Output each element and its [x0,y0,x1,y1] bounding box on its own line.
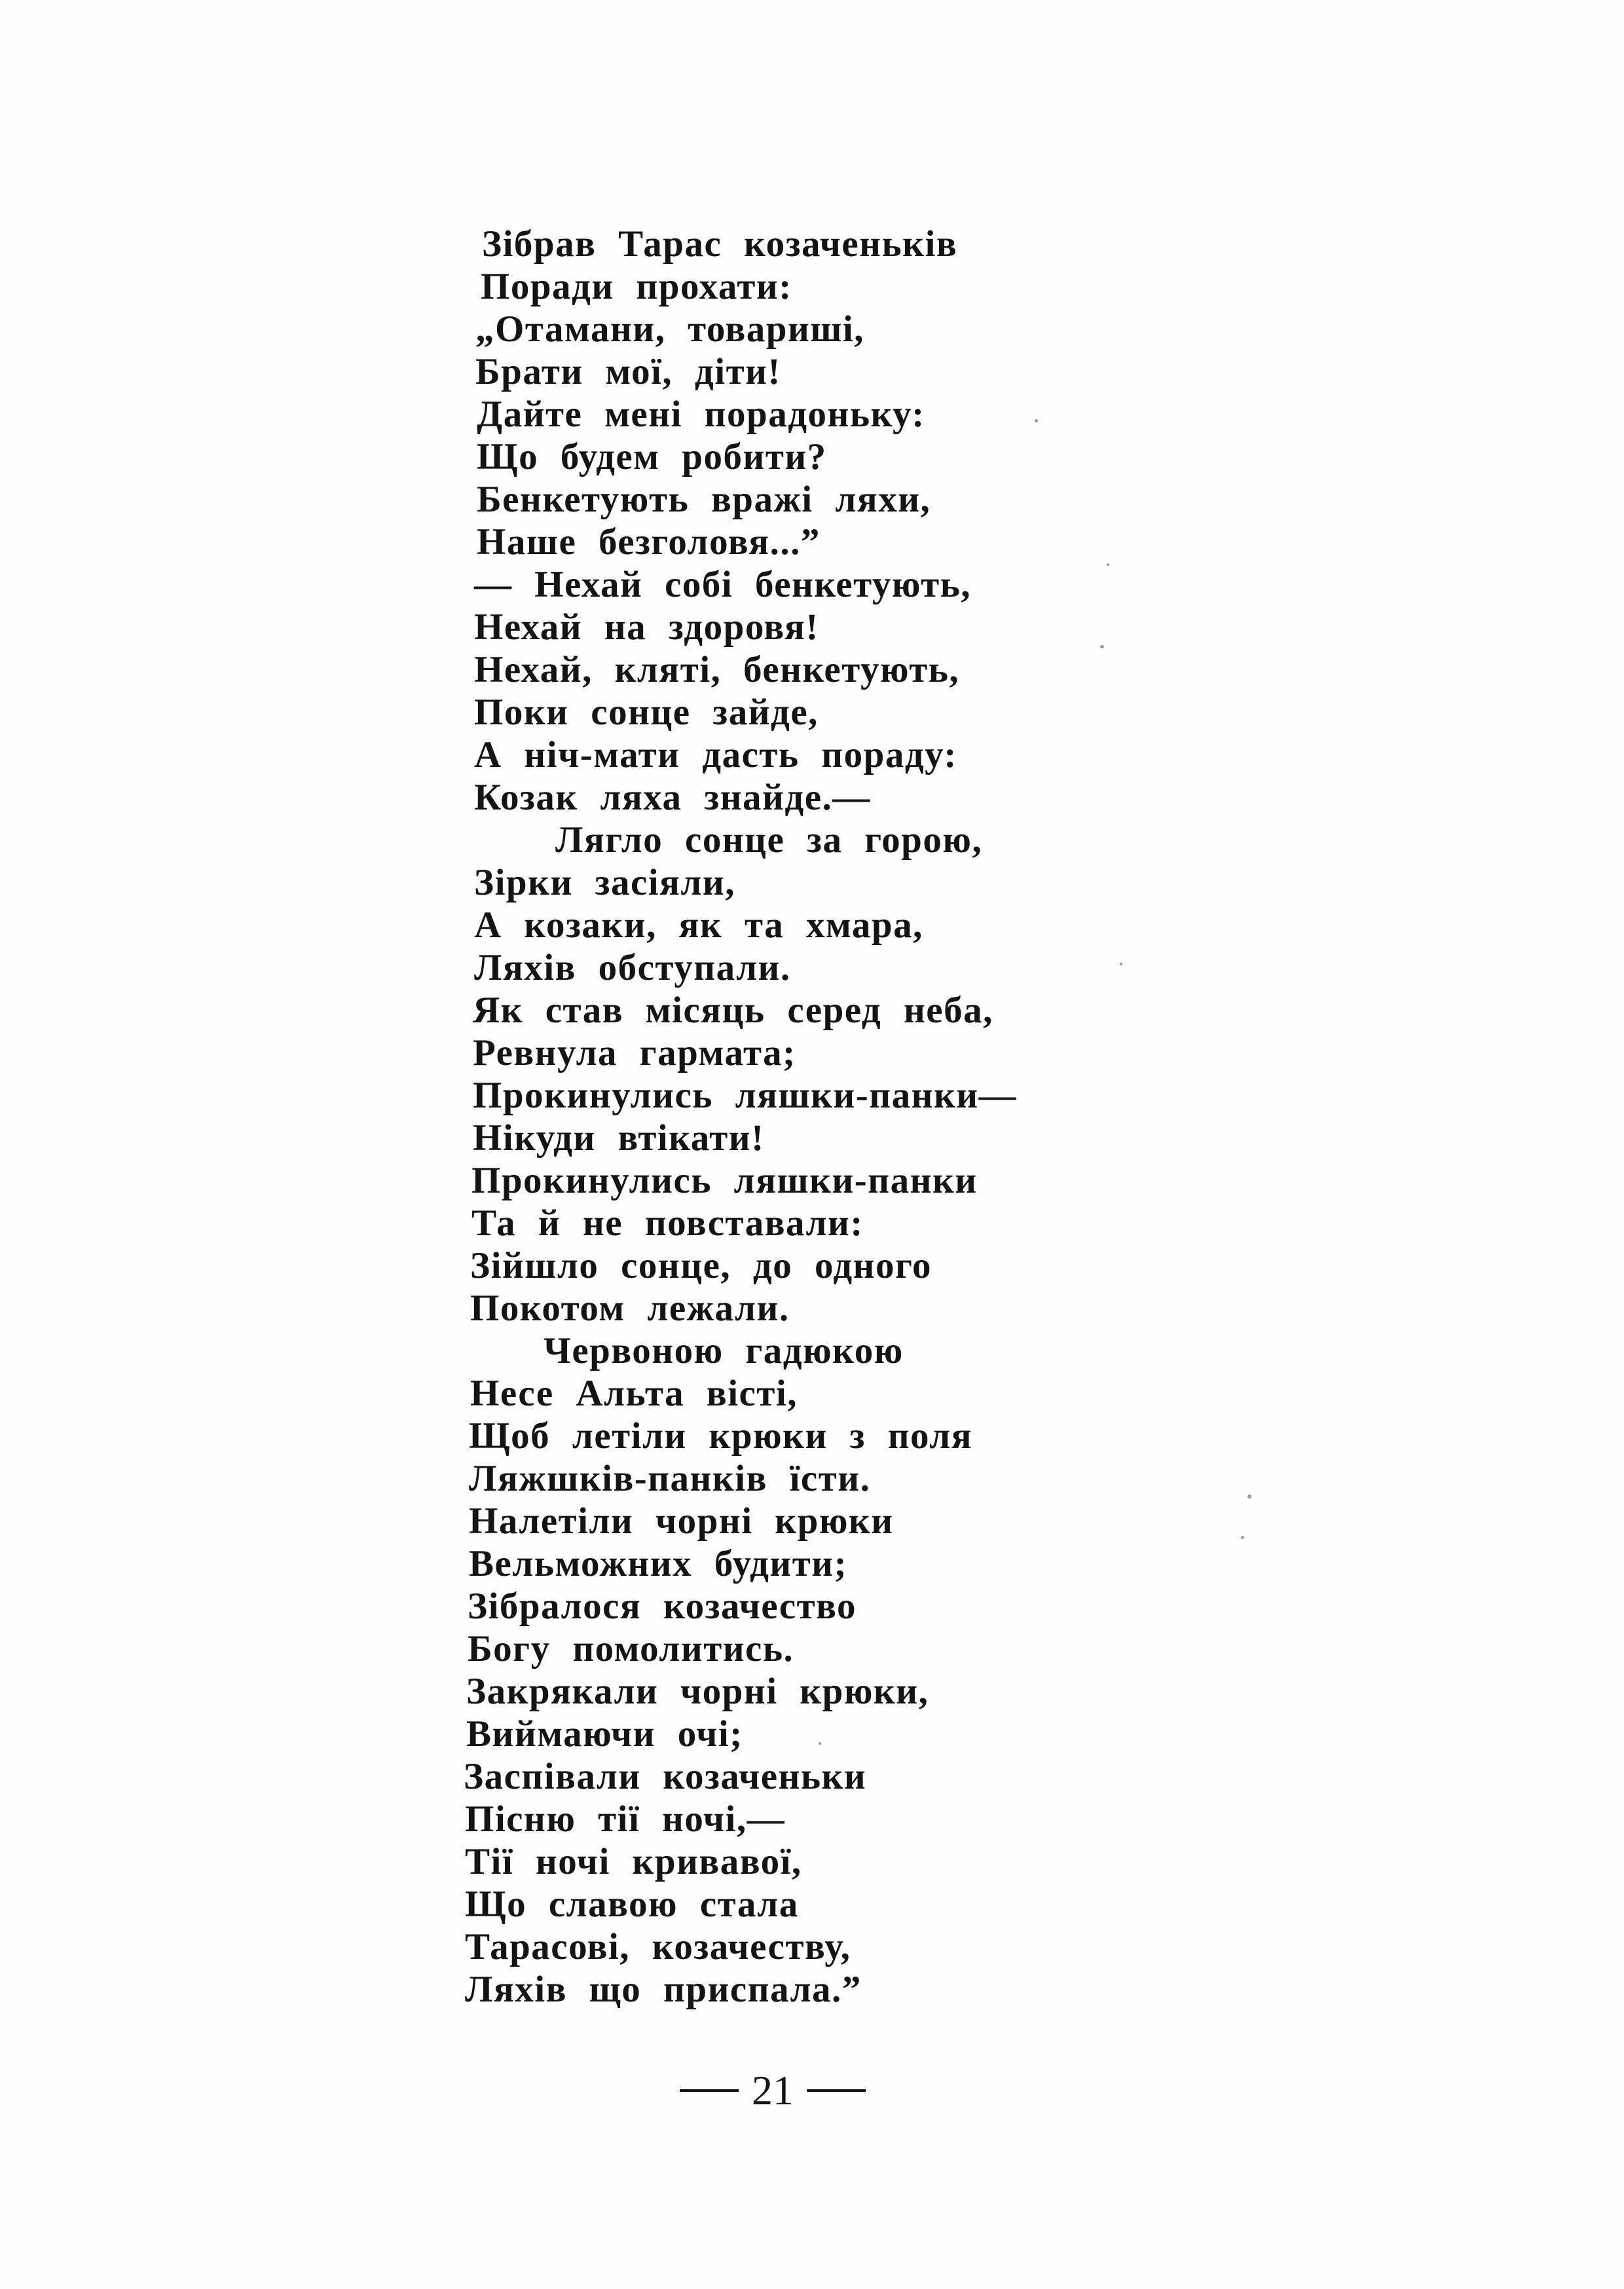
scan-speck [1107,563,1109,566]
poem-line: Що славою стала [465,1884,799,1925]
poem-line: Що будем робити? [477,436,827,477]
poem-line: Богу помолитись. [468,1628,794,1669]
poem-line: Нехай на здоровя! [474,606,819,648]
page-number [655,2063,891,2114]
poem-line: Поради прохати: [481,266,792,307]
poem-line: Брати мої, діти! [475,351,781,392]
poem-line: Зібралося козачество [468,1586,857,1627]
poem-line: Покотом лежали. [470,1288,790,1329]
poem-line: Тії ночі кривавої, [465,1841,802,1882]
poem-line: Тарасові, козачеству, [465,1926,851,1967]
scan-speck [819,1742,821,1745]
poem-line: А козаки, як та хмара, [474,904,923,946]
poem-line: Налетіли чорні крюки [469,1500,894,1542]
poem-line: Ляхів обступали. [474,947,791,988]
poem-line: Закрякали чорні крюки, [466,1671,929,1712]
scan-speck [1247,1495,1251,1498]
poem-line: Зірки засіяли, [474,862,736,903]
poem-line: Червоною гадюкою [544,1330,904,1371]
scan-speck [1120,963,1122,965]
poem-line: Виймаючи очі; [466,1713,743,1755]
poem-line: Прокинулись ляшки-панки [471,1160,978,1201]
poem-line: „Отамани, товариші, [475,308,865,350]
poem-line: Прокинулись ляшки-панки— [473,1075,1018,1116]
poem-line: Ревнула гармата; [473,1032,796,1073]
poem-line: Нехай, кляті, бенкетують, [474,649,960,690]
poem-line: — Нехай собі бенкетують, [474,564,972,605]
page-number-dash-left [680,2089,739,2092]
poem-line: Козак ляха знайде.— [474,777,871,818]
poem-line: Пісню тії ночі,— [465,1798,786,1840]
poem-line: Ляхів що приспала.” [465,1969,862,2010]
poem-line: Поки сонце зайде, [474,692,819,733]
poem-line: Заспівали козаченьки [464,1756,867,1797]
page-number-value: 21 [752,2067,794,2114]
poem-line: Нікуди втікати! [473,1117,765,1159]
scan-speck [1100,645,1104,648]
poem-line: Лягло сонце за горою, [555,819,983,861]
poem-line: Наше безголовя...” [477,521,821,563]
scan-speck [1241,1536,1244,1539]
poem-line: Дайте мені порадоньку: [477,394,925,435]
poem-line: Як став місяць серед неба, [473,990,993,1031]
poem-line: Вельможних будити; [469,1543,848,1584]
page-number-dash-right [807,2089,866,2092]
scan-speck [1035,419,1038,422]
poem-line: Бенкетують вражі ляхи, [477,479,931,520]
poem-line: Зібрав Тарас козаченьків [482,223,958,265]
poem-line: Щоб летіли крюки з поля [469,1415,973,1457]
poem-line: А ніч-мати дасть пораду: [474,734,957,775]
poem-line: Ляжшків-панків їсти. [469,1458,871,1499]
poem-line: Та й не повставали: [471,1202,864,1244]
poem-line: Несе Альта вісті, [470,1373,798,1414]
poem-line: Зійшло сонце, до одного [470,1245,932,1286]
